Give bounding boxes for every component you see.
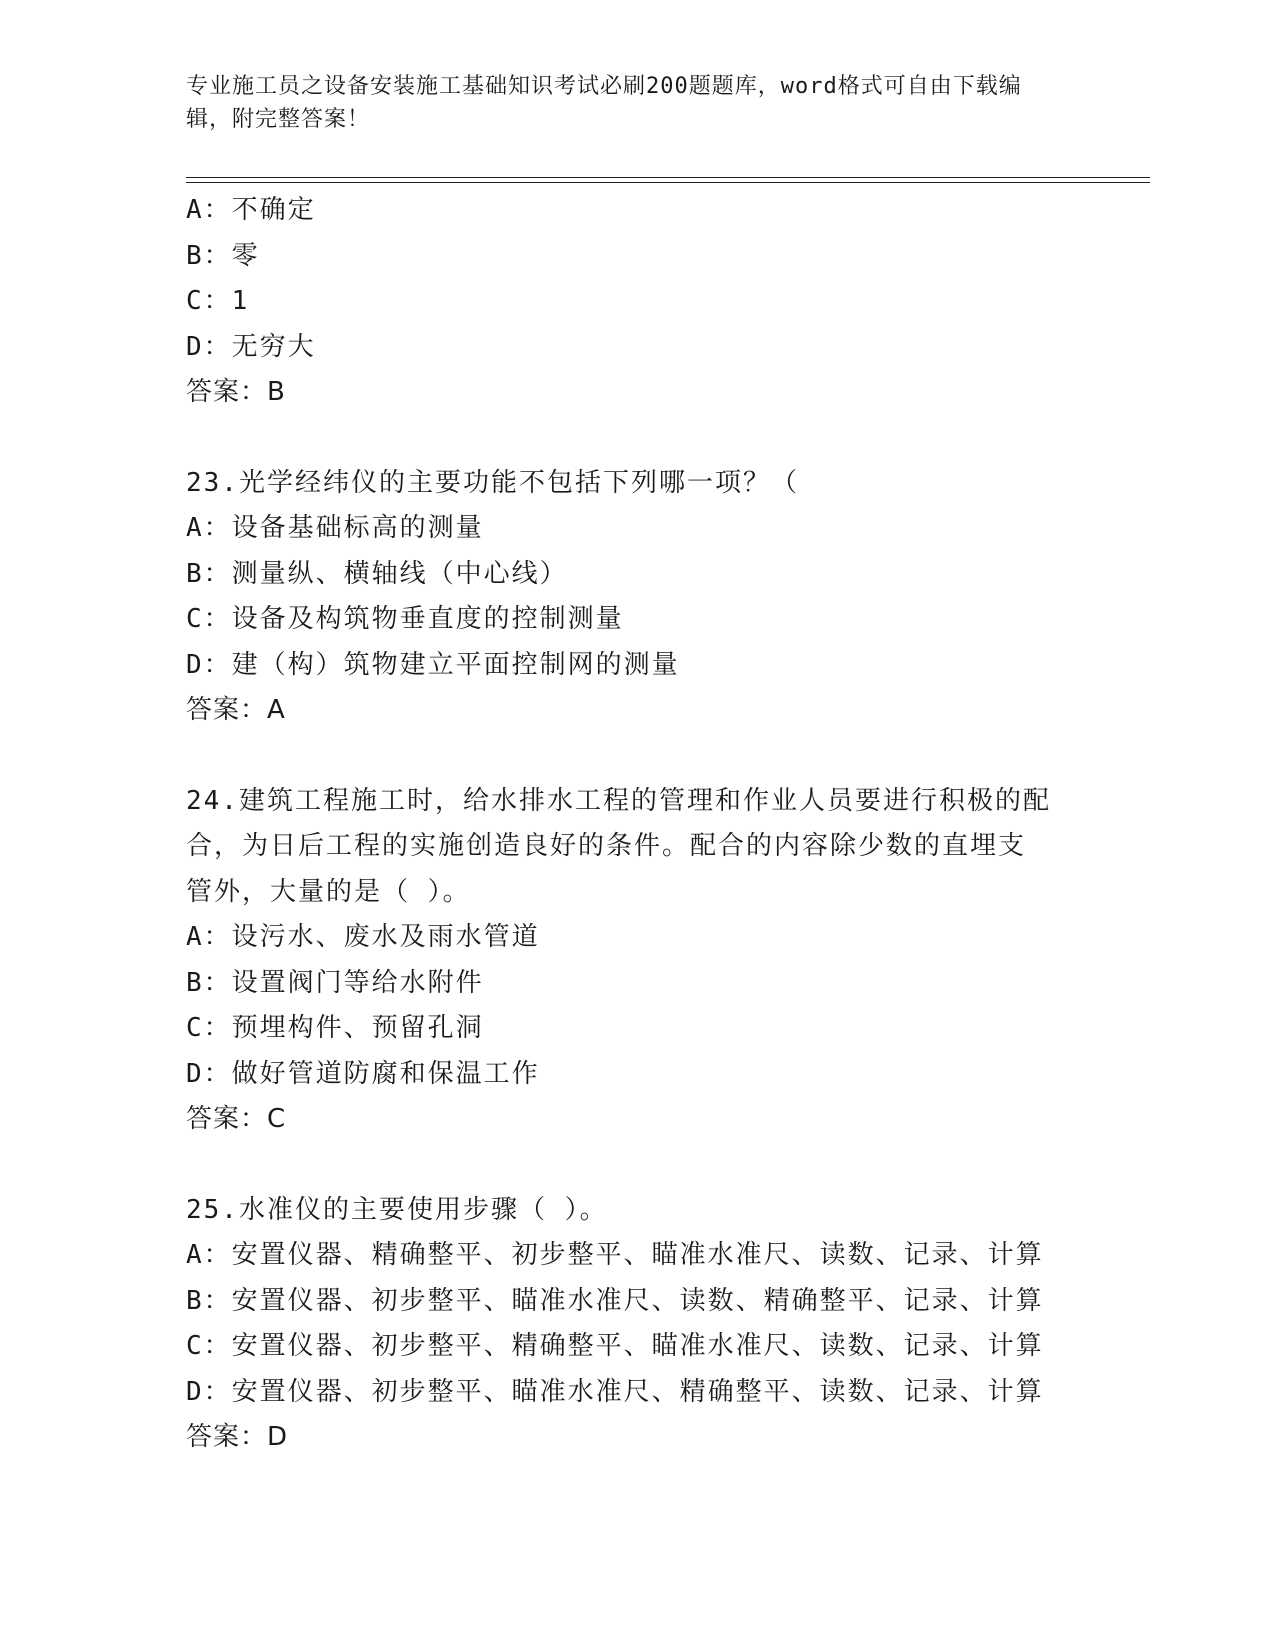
spacer — [186, 734, 1086, 779]
question-text: 23.光学经纬仪的主要功能不包括下列哪一项？（ — [186, 467, 799, 498]
option-a: A：设污水、废水及雨水管道 — [186, 922, 540, 952]
option-b: B：设置阀门等给水附件 — [186, 967, 484, 998]
question-22 — [186, 188, 1086, 416]
option-d: D：做好管道防腐和保温工作 — [186, 1058, 540, 1089]
document-header-title: 专业施工员之设备安装施工基础知识考试必刷200题题库，word格式可自由下载编辑，附完整答案！ — [186, 74, 1022, 132]
answer: 答案：A — [186, 695, 286, 725]
question-text-line-2: 合，为日后工程的实施创造良好的条件。配合的内容除少数的直埋支 — [186, 831, 1027, 861]
question-25 — [186, 1188, 1086, 1461]
option-c: C：设备及构筑物垂直度的控制测量 — [186, 604, 624, 634]
option-c: C：1 — [186, 286, 250, 316]
option-c: C：预埋构件、预留孔洞 — [186, 1013, 484, 1043]
question-text-line-3: 管外，大量的是（ ）。 — [186, 876, 471, 907]
spacer — [186, 416, 1086, 461]
header-divider-bottom — [186, 182, 1150, 183]
answer: 答案：C — [186, 1104, 287, 1134]
spacer — [186, 1143, 1086, 1188]
option-d: D：安置仪器、初步整平、瞄准水准尺、精确整平、读数、记录、计算 — [186, 1376, 1044, 1407]
answer: 答案：D — [186, 1422, 289, 1452]
option-c: C：安置仪器、初步整平、精确整平、瞄准水准尺、读数、记录、计算 — [186, 1331, 1044, 1361]
header-divider-top — [186, 177, 1150, 178]
option-b: B：安置仪器、初步整平、瞄准水准尺、读数、精确整平、记录、计算 — [186, 1285, 1044, 1316]
option-d: D：建（构）筑物建立平面控制网的测量 — [186, 649, 680, 680]
answer: 答案：B — [186, 377, 286, 407]
option-d: D：无穷大 — [186, 331, 316, 362]
option-a: A：安置仪器、精确整平、初步整平、瞄准水准尺、读数、记录、计算 — [186, 1240, 1044, 1270]
option-a: A：设备基础标高的测量 — [186, 513, 484, 543]
option-b: B：测量纵、横轴线（中心线） — [186, 558, 568, 589]
question-text-line-1: 24.建筑工程施工时，给水排水工程的管理和作业人员要进行积极的配 — [186, 785, 1051, 816]
option-a: A：不确定 — [186, 195, 316, 225]
option-b: B：零 — [186, 240, 260, 271]
question-list — [186, 188, 1086, 1461]
question-text: 25.水准仪的主要使用步骤（ ）。 — [186, 1194, 608, 1225]
question-23 — [186, 461, 1086, 734]
question-24 — [186, 779, 1086, 1143]
